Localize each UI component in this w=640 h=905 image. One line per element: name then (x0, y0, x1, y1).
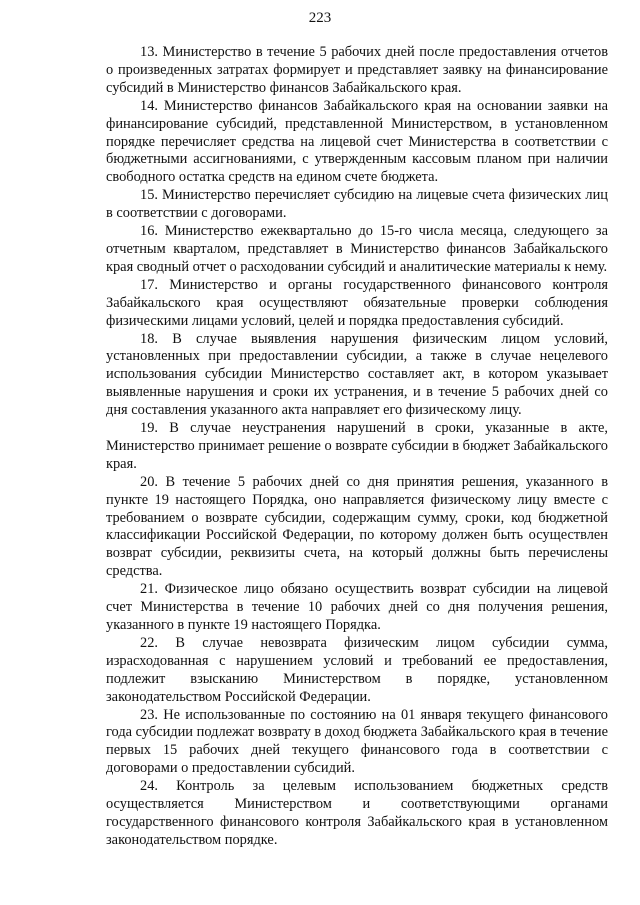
paragraph-14: 14. Министерство финансов Забайкальского края на основании заявки на финансирование субсидий, представленной Министерством, в установленном порядке перечисляет средства на лицевой счет Министерства в соответствии с бюджетными ассигнованиями, с утвержденным кассовым планом при наличии свободного остатка средств на едином счете бюджета. (106, 97, 608, 186)
paragraph-15: 15. Министерство перечисляет субсидию на лицевые счета физических лиц в соответствии с договорами. (106, 187, 608, 222)
paragraph-20: 20. В течение 5 рабочих дней со дня принятия решения, указанного в пункте 19 настоящего Порядка, оно направляется физическому лицу вместе с требованием о возврате субсидии, содержащим сумму, сроки, код бюджетной классификации Российской Федерации, по которому должен быть осуществлен возврат субсидии, реквизиты счета, на который должны быть перечислены средства. (106, 473, 608, 580)
paragraph-24: 24. Контроль за целевым использованием бюджетных средств осуществляется Министерством и соответствующими органами государственного финансового контроля Забайкальского края в установленном законодательством порядке. (106, 778, 608, 848)
paragraph-13: 13. Министерство в течение 5 рабочих дней после предоставления отчетов о произведенных затратах формирует и представляет заявку на финансирование субсидий в Министерство финансов Забайкальского края. (106, 44, 608, 96)
paragraph-21: 21. Физическое лицо обязано осуществить возврат субсидии на лицевой счет Министерства в течение 10 рабочих дней со дня получения решения, указанного в пункте 19 настоящего Порядка. (106, 581, 608, 633)
paragraph-19: 19. В случае неустранения нарушений в сроки, указанные в акте, Министерство принимает решение о возврате субсидии в бюджет Забайкальского края. (106, 420, 608, 472)
page-number: 223 (308, 10, 332, 26)
paragraph-16: 16. Министерство ежеквартально до 15-го числа месяца, следующего за отчетным кварталом, представляет в Министерство финансов Забайкальского края сводный отчет о расходовании субсидий и аналитические материалы к нему. (106, 223, 608, 275)
paragraph-23: 23. Не использованные по состоянию на 01 января текущего финансового года субсидии подлежат возврату в доход бюджета Забайкальского края в течение первых 15 рабочих дней текущего финансового года в соответствии с договорами о предоставлении субсидий. (106, 706, 608, 777)
paragraph-17: 17. Министерство и органы государственного финансового контроля Забайкальского края осуществляют обязательные проверки соблюдения физическими лицами условий, целей и порядка предоставления субсидий. (106, 276, 608, 329)
paragraph-18: 18. В случае выявления нарушения физическим лицом условий, установленных при предоставлении субсидии, а также в случае нецелевого использования субсидии Министерство составляет акт, в котором указывает выявленные нарушения и сроки их устранения, и в течение 5 рабочих дней со дня составления указанного акта направляет его физическому лицу. (106, 330, 608, 419)
paragraph-22: 22. В случае невозврата физическим лицом субсидии сумма, израсходованная с нарушением условий и требований ее предоставления, подлежит взысканию Министерством в порядке, установленном законодательством Российской Федерации. (106, 634, 608, 705)
document-body (106, 44, 608, 850)
